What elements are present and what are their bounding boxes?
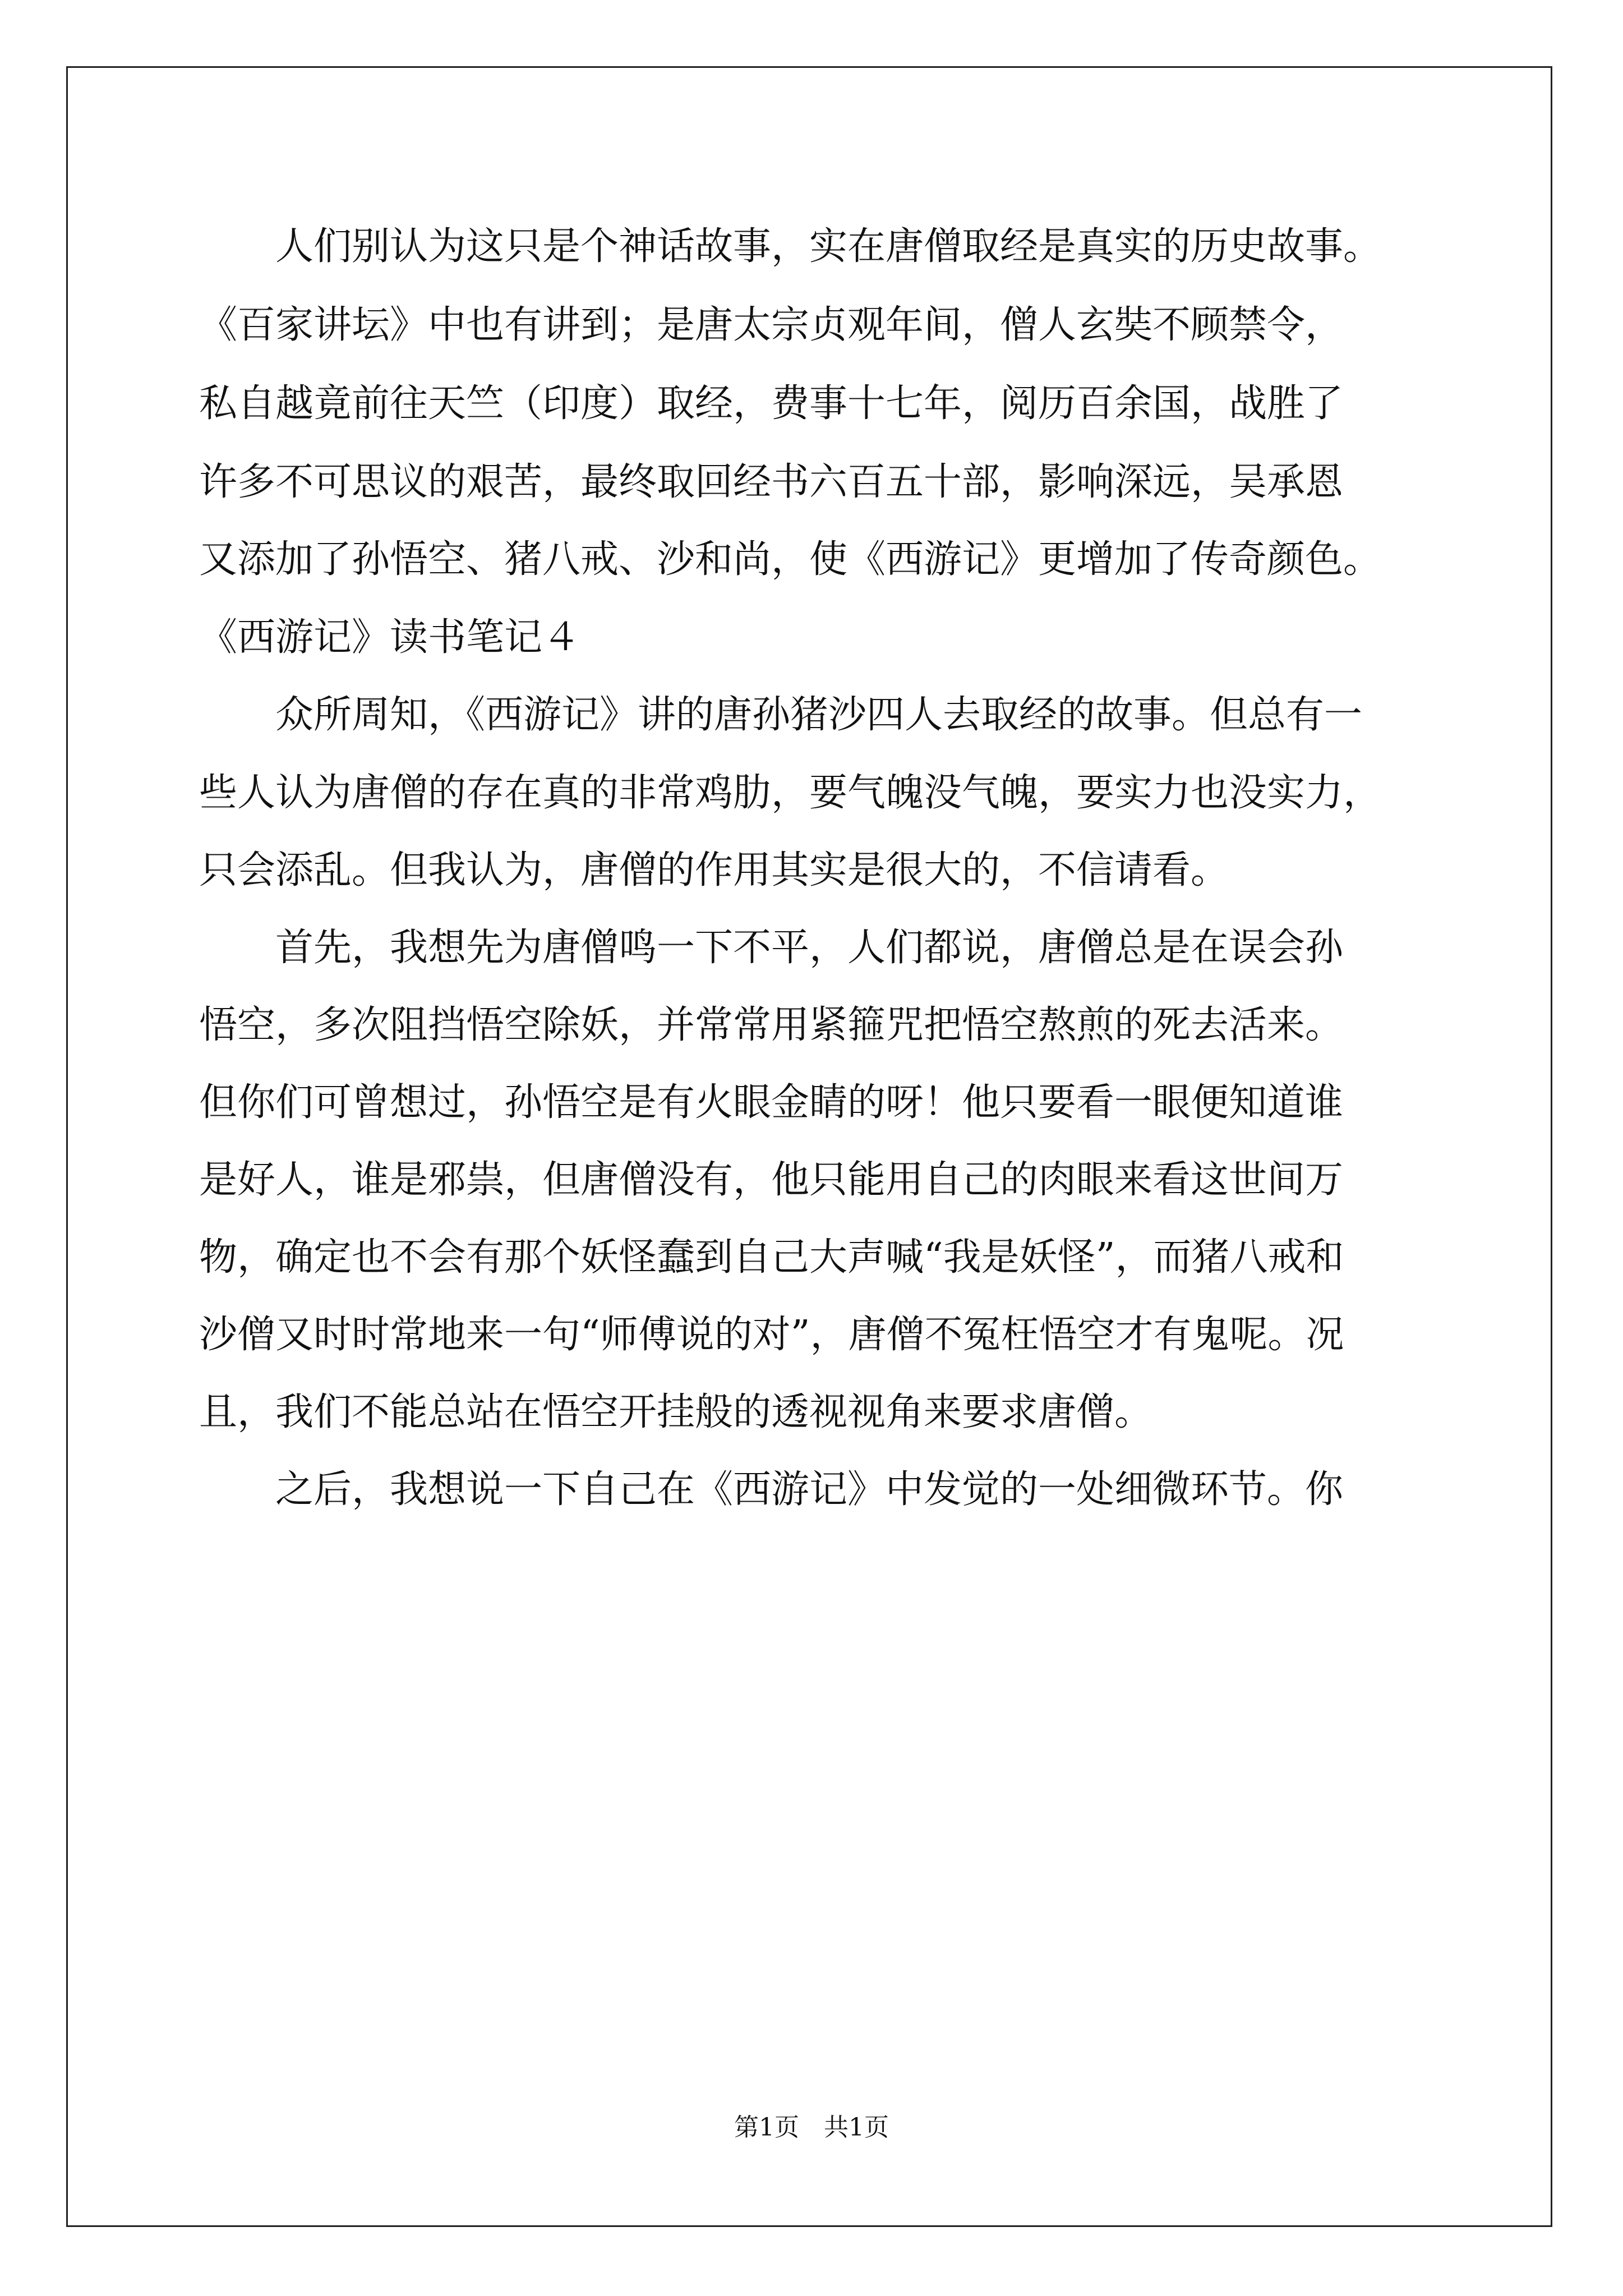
text-line: 些人认为唐僧的存在真的非常鸡肋，要气魄没气魄，要实力也没实力， <box>199 771 1382 815</box>
text-line: 之后，我想说一下自己在《西游记》中发觉的一处细微环节。你 <box>199 1467 1344 1512</box>
text-line: 悟空，多次阻挡悟空除妖，并常常用紧箍咒把悟空熬煎的死去活来。 <box>199 1003 1344 1047</box>
text-line: 且，我们不能总站在悟空开挂般的透视视角来要求唐僧。 <box>199 1390 1153 1434</box>
text-line: 《百家讲坛》中也有讲到；是唐太宗贞观年间，僧人玄奘不顾禁令， <box>199 303 1344 347</box>
text-line: 许多不可思议的艰苦，最终取回经书六百五十部，影响深远，吴承恩 <box>199 460 1344 504</box>
text-line: 但你们可曾想过，孙悟空是有火眼金睛的呀！他只要看一眼便知道谁 <box>199 1080 1344 1125</box>
text-line: 物，确定也不会有那个妖怪蠢到自己大声喊“我是妖怪”，而猪八戒和 <box>199 1235 1344 1280</box>
section-heading: 《西游记》读书笔记４ <box>199 615 581 660</box>
text-line: 是好人，谁是邪祟，但唐僧没有，他只能用自己的肉眼来看这世间万 <box>199 1158 1344 1202</box>
page-footer: 第1页 共1页 <box>734 2113 889 2142</box>
text-line: 首先，我想先为唐僧鸣一下不平，人们都说，唐僧总是在误会孙 <box>199 926 1344 970</box>
text-line: 沙僧又时时常地来一句“师傅说的对”，唐僧不冤枉悟空才有鬼呢。况 <box>199 1313 1344 1357</box>
text-line: 私自越竟前往天竺（印度）取经，费事十七年，阅历百余国，战胜了 <box>199 381 1344 426</box>
text-line: 又添加了孙悟空、猪八戒、沙和尚，使《西游记》更增加了传奇颜色。 <box>199 537 1382 582</box>
text-line: 人们别认为这只是个神话故事，实在唐僧取经是真实的历史故事。 <box>199 224 1382 269</box>
text-line: 只会添乱。但我认为，唐僧的作用其实是很大的，不信请看。 <box>199 848 1229 892</box>
text-line: 众所周知，《西游记》讲的唐孙猪沙四人去取经的故事。但总有一 <box>199 693 1363 737</box>
